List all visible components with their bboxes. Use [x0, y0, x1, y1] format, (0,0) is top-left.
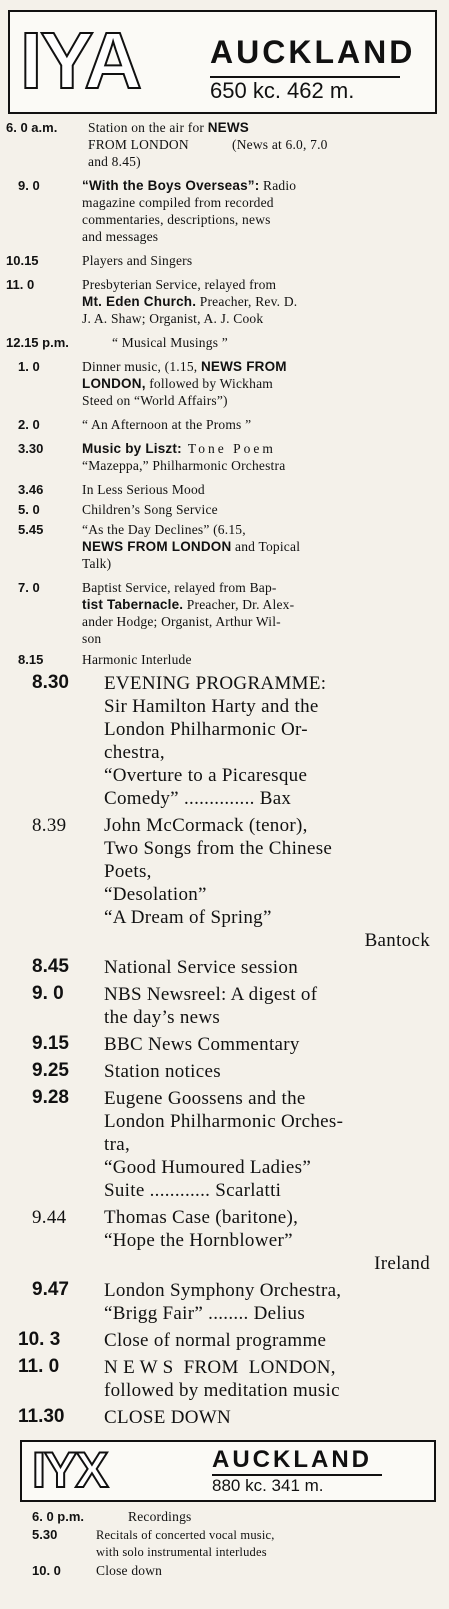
text: NEWS FROM LONDON: [82, 539, 232, 554]
time: 9.44: [32, 1207, 67, 1228]
time: 6. 0 p.m.: [32, 1509, 85, 1524]
text: “ Musical Musings ”: [112, 335, 228, 350]
frequency: 650 kc. 462 m.: [210, 76, 400, 104]
text: London Philharmonic Or-: [104, 719, 308, 740]
text: and 8.45): [88, 154, 141, 169]
text: In Less Serious Mood: [82, 482, 205, 497]
text: chestra,: [104, 742, 165, 763]
city-name: AUCKLAND: [212, 1446, 372, 1473]
text: Players and Singers: [82, 253, 193, 268]
city-name: AUCKLAND: [210, 34, 416, 70]
station-header-iya: [8, 10, 437, 114]
text: Radio: [259, 178, 297, 193]
time: 10. 3: [18, 1329, 61, 1350]
time: 10.15: [6, 253, 39, 268]
text: commentaries, descriptions, news: [82, 212, 271, 227]
text: Recitals of concerted vocal music,: [96, 1528, 275, 1542]
time: 9. 0: [18, 178, 40, 193]
text: and messages: [82, 229, 159, 244]
time: 11. 0: [6, 277, 35, 292]
text: “ An Afternoon at the Proms ”: [82, 417, 252, 432]
time: 1. 0: [18, 359, 40, 374]
time: 5.30: [32, 1527, 58, 1542]
time: 11.30: [18, 1406, 65, 1427]
time: 8.39: [32, 815, 67, 836]
text: Eugene Goossens and the: [104, 1088, 306, 1109]
text: followed by meditation music: [104, 1380, 340, 1401]
text: Preacher, Dr. Alex-: [183, 597, 295, 612]
text: Steed on “World Affairs”): [82, 393, 228, 408]
text: “Overture to a Picaresque: [104, 765, 308, 786]
text: Preacher, Rev. D.: [196, 294, 298, 309]
text: followed by Wickham: [145, 376, 273, 391]
time: 5. 0: [18, 502, 40, 517]
text: LONDON,: [82, 376, 146, 391]
text: Bantock: [364, 930, 430, 951]
text: “Good Humoured Ladies”: [104, 1157, 312, 1178]
text: magazine compiled from recorded: [82, 195, 274, 210]
text: Poets,: [104, 861, 152, 882]
text: London Symphony Orchestra,: [104, 1280, 342, 1301]
time: 9.28: [32, 1087, 69, 1108]
time: 12.15 p.m.: [6, 335, 69, 350]
time: 10. 0: [32, 1563, 61, 1578]
text: CLOSE DOWN: [104, 1407, 232, 1428]
time: 3.46: [18, 482, 44, 497]
text: Station on the air for: [88, 120, 208, 135]
text: “Desolation”: [104, 884, 207, 905]
text: Baptist Service, relayed from Bap-: [82, 580, 277, 595]
text: “Mazeppa,” Philharmonic Orchestra: [82, 458, 286, 473]
text: “A Dream of Spring”: [104, 907, 272, 928]
frequency: 880 kc. 341 m.: [212, 1474, 382, 1496]
text: and Topical: [231, 539, 301, 554]
time: 9.25: [32, 1060, 69, 1081]
time: 5.45: [18, 522, 44, 537]
text: NBS Newsreel: A digest of: [104, 984, 318, 1005]
text: John McCormack (tenor),: [104, 815, 308, 836]
text: Presbyterian Service, relayed from: [82, 277, 277, 292]
text: EVENING PROGRAMME:: [104, 673, 327, 694]
text: (News at 6.0, 7.0: [232, 137, 328, 152]
call-sign: IYX: [32, 1442, 107, 1498]
text: N E W S FROM LONDON,: [104, 1357, 336, 1378]
text: son: [82, 631, 102, 646]
time: 9. 0: [32, 983, 64, 1004]
text: Tone Poem: [181, 441, 276, 456]
text: National Service session: [104, 957, 298, 978]
text: Dinner music, (1.15,: [82, 359, 201, 374]
time: 9.47: [32, 1279, 69, 1300]
station-header-iyx: [20, 1440, 436, 1502]
text: Talk): [82, 556, 112, 571]
text: tist Tabernacle.: [82, 597, 184, 612]
text: Harmonic Interlude: [82, 652, 192, 667]
text: Children’s Song Service: [82, 502, 218, 517]
text: Station notices: [104, 1061, 221, 1082]
text: NEWS FROM: [200, 359, 287, 374]
text: “Hope the Hornblower”: [104, 1230, 293, 1251]
time: 9.15: [32, 1033, 69, 1054]
time: 11. 0: [18, 1356, 60, 1377]
text: London Philharmonic Orches-: [104, 1111, 344, 1132]
text: Close down: [96, 1563, 163, 1578]
text: Two Songs from the Chinese: [104, 838, 333, 859]
time: 8.15: [18, 652, 44, 667]
text: Thomas Case (baritone),: [104, 1207, 299, 1228]
text: ander Hodge; Organist, Arthur Wil-: [82, 614, 281, 629]
text: Close of normal programme: [104, 1330, 327, 1351]
text: Sir Hamilton Harty and the: [104, 696, 319, 717]
text: Suite ............ Scarlatti: [104, 1180, 282, 1201]
text: Music by Liszt:: [82, 441, 182, 456]
text: “Brigg Fair” ........ Delius: [104, 1303, 306, 1324]
time: 8.45: [32, 956, 69, 977]
text: the day’s news: [104, 1007, 221, 1028]
text: tra,: [104, 1134, 130, 1155]
text: with solo instrumental interludes: [96, 1545, 267, 1559]
text: “As the Day Declines” (6.15,: [82, 522, 246, 537]
text: Ireland: [374, 1253, 430, 1274]
time: 7. 0: [18, 580, 40, 595]
call-sign: IYA: [20, 16, 141, 105]
text: J. A. Shaw; Organist, A. J. Cook: [82, 311, 264, 326]
text: FROM LONDON: [88, 137, 189, 152]
time: 8.30: [32, 672, 69, 693]
text: Comedy” .............. Bax: [104, 788, 292, 809]
text: NEWS: [207, 120, 250, 135]
time: 3.30: [18, 441, 44, 456]
time: 2. 0: [18, 417, 40, 432]
text: Recordings: [128, 1509, 192, 1524]
time: 6. 0 a.m.: [6, 120, 58, 135]
text: “With the Boys Overseas”:: [82, 178, 260, 193]
text: BBC News Commentary: [104, 1034, 300, 1055]
text: Mt. Eden Church.: [82, 294, 197, 309]
